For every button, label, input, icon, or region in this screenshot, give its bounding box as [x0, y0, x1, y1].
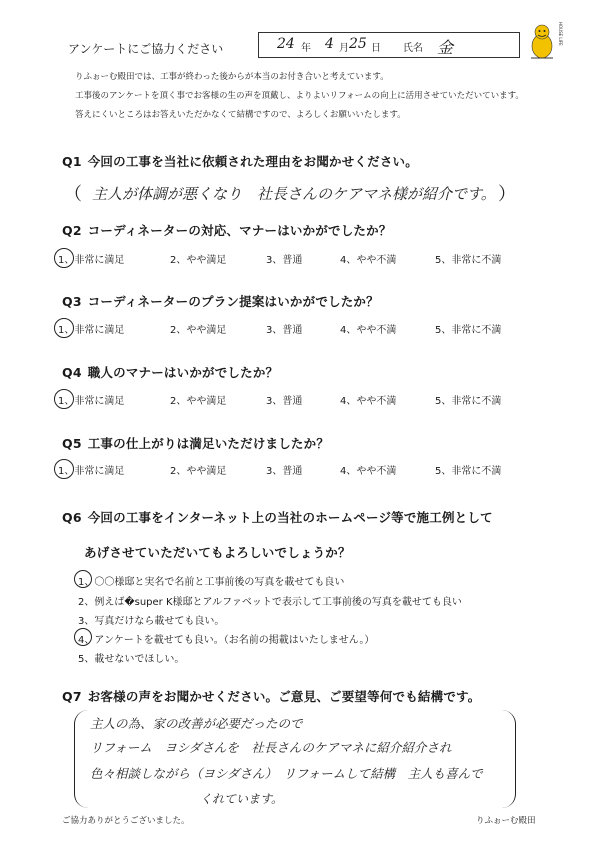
- q6-option-4[interactable]: 4、アンケートを載せても良い。（お名前の掲載はいたしません。）: [78, 635, 375, 646]
- q5-option-3[interactable]: 3、普通: [266, 466, 303, 477]
- q7-text: お客様の声をお聞かせください。ご意見、ご要望等何でも結構です。: [87, 689, 481, 704]
- q6-option-1[interactable]: 1、〇〇様邸と実名で名前と工事前後の写真を載せても良い: [78, 577, 345, 588]
- q2-text: コーディネーターの対応、マナーはいかがでしたか？: [87, 223, 392, 238]
- q1-paren-close: ）: [498, 184, 516, 205]
- name-label: 氏名: [403, 43, 423, 54]
- intro-line-1: りふぉーむ殿田では、工事が終わった後からが本当のお付き合いと考えています。: [75, 72, 389, 82]
- q3-option-3[interactable]: 3、普通: [266, 325, 303, 336]
- q3-option-5[interactable]: 5、非常に不満: [435, 325, 502, 336]
- q2-option-4[interactable]: 4、やや不満: [340, 255, 397, 266]
- q4-question: [62, 363, 278, 381]
- q7-answer-line-4: くれています。: [200, 792, 284, 806]
- q2-option-5[interactable]: 5、非常に不満: [435, 255, 502, 266]
- q3-option-1[interactable]: 1、非常に満足: [58, 325, 125, 336]
- day-unit: 日: [371, 43, 381, 54]
- footer-thanks: ご協力ありがとうございました。: [62, 816, 190, 826]
- intro-line-3: 答えにくいところはお答えいただかなくて結構ですので、よろしくお願いいたします。: [75, 110, 406, 120]
- footer-company: りふぉーむ殿田: [476, 816, 536, 826]
- page-title: アンケートにご協力ください: [68, 42, 224, 56]
- q1-answer: 主人が体調が悪くなり 社長さんのケアマネ様が紹介です。: [92, 185, 496, 203]
- logo-mascot-icon: [528, 20, 570, 64]
- q4-option-1[interactable]: 1、非常に満足: [58, 396, 125, 407]
- q2-option-2[interactable]: 2、やや満足: [170, 255, 227, 266]
- q6-option-2[interactable]: 2、例えば�super K様邸とアルファベットで表示して工事前後の写真を載せても良い: [78, 597, 462, 608]
- q1-paren-open: （: [64, 184, 82, 205]
- q4-text: 職人のマナーはいかがでしたか？: [87, 365, 279, 380]
- q6-question-line-2: あげさせていただいてもよろしいでしょうか？: [84, 545, 351, 560]
- q2-option-1[interactable]: 1、非常に満足: [58, 255, 125, 266]
- date-name-box: [258, 32, 520, 58]
- q7-question: [62, 687, 480, 705]
- q7-answer-line-2: リフォーム ヨシダさんを 社長さんのケアマネに紹介紹介され: [90, 740, 452, 755]
- q5-option-2[interactable]: 2、やや満足: [170, 466, 227, 477]
- q3-option-2[interactable]: 2、やや満足: [170, 325, 227, 336]
- q4-option-4[interactable]: 4、やや不満: [340, 396, 397, 407]
- month-unit: 月: [339, 43, 349, 54]
- company-logo: [528, 20, 570, 64]
- q7-answer-line-3: 色々相談しながら（ヨシダさん） リフォームして結構 主人も喜んで: [90, 766, 483, 781]
- q7-answer-line-1: 主人の為、家の改善が必要だったので: [90, 716, 303, 731]
- q5-number: Q5: [62, 436, 82, 451]
- q1-number: Q1: [62, 154, 82, 169]
- date-day-value: 25: [349, 36, 367, 52]
- q5-text: 工事の仕上がりは満足いただけましたか？: [87, 436, 330, 451]
- q5-option-1[interactable]: 1、非常に満足: [58, 466, 125, 477]
- q7-number: Q7: [62, 689, 82, 704]
- q1-question: [62, 152, 418, 170]
- logo-text: HOUSE LIFE: [558, 22, 563, 46]
- name-value: 金: [437, 38, 454, 57]
- q6-option-3[interactable]: 3、写真だけなら載せても良い。: [78, 616, 225, 627]
- q1-text: 今回の工事を当社に依頼された理由をお聞かせください。: [87, 154, 418, 169]
- q6-number: Q6: [62, 510, 82, 525]
- q2-question: [62, 221, 392, 239]
- q5-question: [62, 434, 329, 452]
- q4-option-5[interactable]: 5、非常に不満: [435, 396, 502, 407]
- date-year-value: 24: [277, 36, 295, 52]
- year-unit: 年: [301, 43, 311, 54]
- q3-number: Q3: [62, 294, 82, 309]
- q3-text: コーディネーターのプラン提案はいかがでしたか？: [87, 294, 379, 309]
- q5-option-5[interactable]: 5、非常に不満: [435, 466, 502, 477]
- q4-number: Q4: [62, 365, 82, 380]
- q6-question: [62, 508, 493, 526]
- q3-question: [62, 292, 379, 310]
- q4-option-2[interactable]: 2、やや満足: [170, 396, 227, 407]
- date-month-value: 4: [325, 36, 334, 52]
- q6-option-5[interactable]: 5、載せないでほしい。: [78, 654, 185, 665]
- q5-option-4[interactable]: 4、やや不満: [340, 466, 397, 477]
- q6-text: 今回の工事をインターネット上の当社のホームページ等で施工例として: [87, 510, 493, 525]
- q2-option-3[interactable]: 3、普通: [266, 255, 303, 266]
- q2-number: Q2: [62, 223, 82, 238]
- intro-line-2: 工事後のアンケートを頂く事でお客様の生の声を頂戴し、よりよいリフォームの向上に活用させていただいています。: [75, 91, 524, 101]
- q3-option-4[interactable]: 4、やや不満: [340, 325, 397, 336]
- q4-option-3[interactable]: 3、普通: [266, 396, 303, 407]
